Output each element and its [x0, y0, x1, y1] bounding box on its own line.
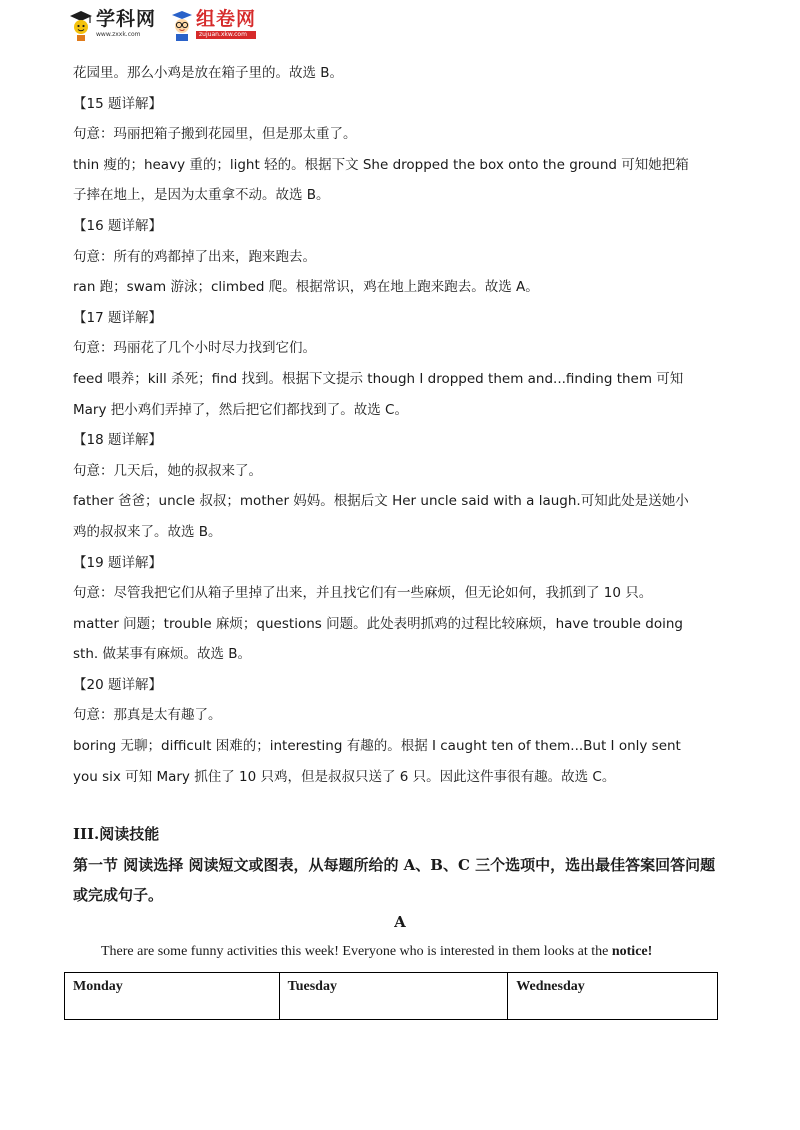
question-header: 【15 题详解】: [73, 95, 162, 112]
table-header-cell: Monday: [65, 973, 280, 1020]
passage-intro-bold: notice!: [611, 944, 653, 959]
zxxk-logo[interactable]: [68, 8, 156, 42]
student-mascot-icon: [170, 8, 194, 42]
question-header: 【16 题详解】: [73, 217, 162, 234]
table-header-cell: Tuesday: [279, 973, 508, 1020]
text-line: 句意：所有的鸡都掉了出来，跑来跑去。: [73, 248, 316, 265]
text-line: 句意：几天后，她的叔叔来了。: [73, 462, 262, 479]
text-line: 花园里。那么小鸡是放在箱子里的。故选 B。: [73, 65, 344, 81]
section-instruction: 第一节 阅读选择 阅读短文或图表，从每题所给的 A、B、C 三个选项中，选出最佳答案回答问题或完成句子。: [73, 856, 716, 904]
text-line: 句意：玛丽花了几个小时尽力找到它们。: [73, 340, 316, 357]
table-header-cell: Wednesday: [508, 973, 718, 1020]
text-line: Mary 把小鸡们弄掉了，然后把它们都找到了。故选 C。: [73, 401, 408, 418]
text-line: you six 可知 Mary 抓住了 10 只鸡，但是叔叔只送了 6 只。因此这件事很有趣。故选 C。: [73, 768, 616, 785]
question-header: 【18 题详解】: [73, 432, 162, 449]
text-line: 句意：玛丽把箱子搬到花园里，但是那太重了。: [73, 126, 357, 143]
passage-intro: [101, 944, 652, 960]
explanation-text: [73, 58, 729, 792]
section-title: III.阅读技能: [73, 825, 160, 843]
question-header: 【20 题详解】: [73, 676, 162, 693]
reading-section: [73, 820, 729, 910]
passage-letter: A: [394, 913, 406, 931]
text-line: matter 问题；trouble 麻烦；questions 问题。此处表明抓鸡的过程比较麻烦，have trouble doing: [73, 615, 683, 632]
zxxk-logo-name: 学科网: [96, 8, 157, 30]
graduate-mascot-icon: [68, 8, 94, 42]
text-line: father 爸爸；uncle 叔叔；mother 妈妈。根据后文 Her uncle said with a laugh.可知此处是送她小: [73, 493, 689, 510]
question-header: 【19 题详解】: [73, 554, 162, 571]
text-line: 鸡的叔叔来了。故选 B。: [73, 523, 222, 540]
schedule-table: [64, 972, 718, 1020]
question-header: 【17 题详解】: [73, 309, 162, 326]
table-header-row: [65, 973, 718, 1020]
text-line: boring 无聊；difficult 困难的；interesting 有趣的。根据 I caught ten of them...But I only sent: [73, 738, 681, 755]
zujuan-logo-name: 组卷网: [196, 8, 257, 30]
passage-intro-text: There are some funny activities this week! Everyone who is interested in them looks at the: [101, 944, 612, 959]
text-line: ran 跑；swam 游泳；climbed 爬。根据常识，鸡在地上跑来跑去。故选 A。: [73, 279, 539, 296]
page-header: [68, 8, 270, 48]
zxxk-logo-url: www.zxxk.com: [96, 31, 141, 38]
text-line: 句意：尽管我把它们从箱子里掉了出来，并且找它们有一些麻烦，但无论如何，我抓到了 10 只。: [73, 585, 653, 602]
text-line: 句意：那真是太有趣了。: [73, 707, 222, 724]
text-line: thin 瘦的；heavy 重的；light 轻的。根据下文 She dropped the box onto the ground 可知她把箱: [73, 156, 689, 173]
text-line: 子摔在地上，是因为太重拿不动。故选 B。: [73, 187, 330, 204]
text-line: sth. 做某事有麻烦。故选 B。: [73, 646, 252, 663]
zujuan-logo-url: zujuan.xkw.com: [196, 31, 256, 39]
text-line: feed 喂养；kill 杀死；find 找到。根据下文提示 though I dropped them and...finding them 可知: [73, 370, 684, 387]
zujuan-logo[interactable]: [170, 8, 256, 42]
